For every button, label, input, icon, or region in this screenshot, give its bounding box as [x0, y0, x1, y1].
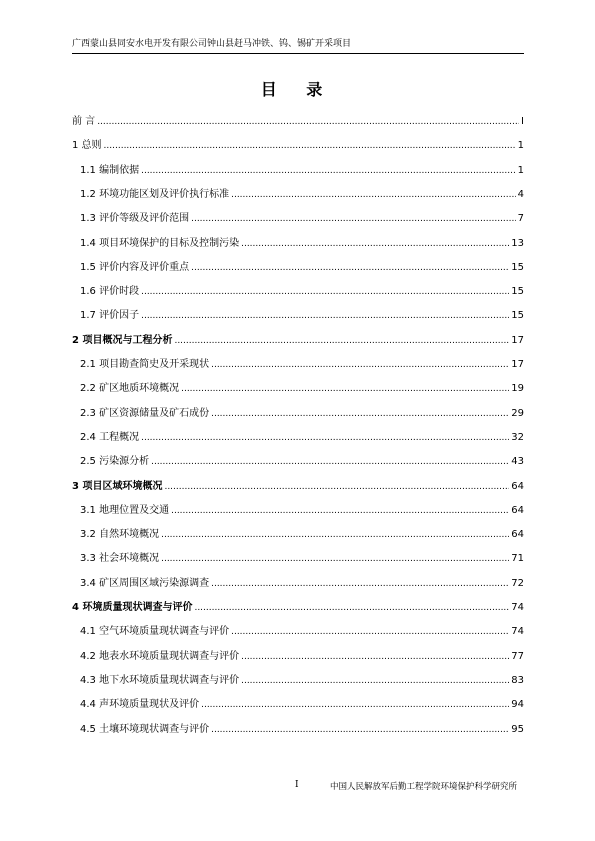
toc-entry[interactable] [80, 407, 524, 421]
toc-entry-page: 71 [511, 553, 524, 565]
toc-entry[interactable] [80, 698, 524, 712]
toc-dot-leader [211, 723, 509, 737]
toc-entry-title: 2.5 污染源分析 [80, 456, 150, 468]
toc-entry-page: I [521, 116, 524, 127]
footer-organization: 中国人民解放军后勤工程学院环境保护科学研究所 [330, 782, 518, 792]
toc-entry[interactable] [80, 577, 524, 591]
toc-entry-page: 95 [511, 723, 524, 735]
toc-entry[interactable] [80, 285, 524, 299]
toc-entry[interactable] [80, 723, 524, 737]
toc-entry-title: 4.4 声环境质量现状及评价 [80, 699, 200, 711]
toc-entry[interactable] [80, 674, 524, 688]
toc-entry[interactable] [72, 334, 524, 348]
toc-entry[interactable] [80, 431, 524, 445]
toc-entry[interactable] [80, 650, 524, 664]
toc-entry-page: 17 [511, 334, 524, 346]
toc-entry-title: 4.1 空气环境质量现状调查与评价 [80, 626, 230, 638]
toc-entry-page: 7 [517, 213, 524, 225]
toc-dot-leader [211, 577, 509, 591]
toc-entry-page: 83 [511, 674, 524, 686]
running-header: 广西蒙山县同安水电开发有限公司钟山县赶马冲铁、钨、锡矿开采项目 [72, 39, 352, 49]
toc-dot-leader [194, 601, 509, 615]
toc-entry-title: 2.4 工程概况 [80, 431, 140, 443]
toc-entry-page: 13 [511, 237, 524, 249]
toc-entry[interactable] [80, 358, 524, 372]
toc-dot-leader [211, 407, 509, 421]
toc-entry-page: 1 [517, 164, 524, 176]
toc-entry-page: 74 [511, 602, 524, 613]
toc-entry-title: 1 总则 [72, 140, 102, 152]
toc-entry-page: 74 [511, 626, 524, 638]
toc-entry-page: 32 [511, 431, 524, 443]
toc-entry[interactable] [72, 480, 524, 494]
toc-entry-title: 2.2 矿区地质环境概况 [80, 383, 180, 395]
toc-entry-title: 4 环境质量现状调查与评价 [72, 602, 193, 613]
toc-entry[interactable] [80, 552, 524, 566]
toc-entry-page: 15 [511, 286, 524, 298]
toc-entry-title: 4.2 地表水环境质量现状调查与评价 [80, 650, 240, 662]
toc-entry-title: 1.6 评价时段 [80, 286, 140, 298]
toc-dot-leader [151, 455, 509, 469]
toc-entry-page: 64 [511, 480, 524, 492]
toc-entry-page: 1 [517, 140, 524, 152]
toc-dot-leader [141, 309, 509, 323]
toc-dot-leader [241, 650, 509, 664]
toc-entry[interactable] [80, 625, 524, 639]
toc-entry-page: 19 [511, 383, 524, 395]
toc-entry[interactable] [80, 164, 524, 178]
toc-entry[interactable] [80, 455, 524, 469]
page-title: 目 录 [260, 80, 335, 99]
toc-entry-title: 1.3 评价等级及评价范围 [80, 213, 190, 225]
toc-dot-leader [191, 212, 516, 226]
toc-dot-leader [141, 431, 509, 445]
toc-entry-page: 15 [511, 310, 524, 322]
toc-dot-leader [211, 358, 509, 372]
toc-dot-leader [164, 480, 509, 494]
toc-entry[interactable] [80, 528, 524, 542]
toc-dot-leader [174, 334, 509, 348]
toc-entry-title: 2 项目概况与工程分析 [72, 334, 173, 346]
toc-entry-title: 3.4 矿区周围区域污染源调查 [80, 577, 210, 589]
toc-dot-leader [241, 237, 509, 251]
toc-entry-title: 前 言 [72, 116, 96, 127]
toc-entry-title: 3.2 自然环境概况 [80, 529, 160, 541]
toc-entry-title: 1.1 编制依据 [80, 164, 140, 176]
toc-dot-leader [181, 382, 509, 396]
toc-entry[interactable] [80, 382, 524, 396]
toc-entry-page: 64 [511, 529, 524, 541]
toc-dot-leader [161, 528, 509, 542]
toc-dot-leader [97, 115, 519, 129]
footer-page-number: I [295, 780, 299, 790]
toc-entry-title: 2.1 项目勘查简史及开采现状 [80, 359, 210, 370]
toc-entry-page: 15 [511, 261, 524, 273]
toc-entry[interactable] [80, 188, 524, 202]
toc-dot-leader [141, 285, 509, 299]
toc-entry-title: 3.1 地理位置及交通 [80, 504, 170, 516]
toc-entry-title: 1.2 环境功能区划及评价执行标准 [80, 188, 230, 200]
toc-dot-leader [191, 261, 509, 275]
toc-entry-title: 2.3 矿区资源储量及矿石成份 [80, 407, 210, 419]
toc-entry-page: 72 [511, 577, 524, 589]
toc-entry-title: 1.5 评价内容及评价重点 [80, 261, 190, 273]
toc-entry-page: 29 [511, 407, 524, 419]
toc-entry-title: 4.5 土壤环境现状调查与评价 [80, 723, 210, 735]
toc-entry-page: 77 [511, 650, 524, 662]
toc-entry-page: 4 [517, 188, 524, 200]
toc-entry[interactable] [80, 261, 524, 275]
toc-entry-page: 94 [511, 699, 524, 711]
header-rule [72, 53, 524, 54]
toc-dot-leader [241, 674, 509, 688]
toc-dot-leader [141, 164, 516, 178]
toc-entry[interactable] [80, 309, 524, 323]
toc-dot-leader [231, 188, 516, 202]
toc-dot-leader [104, 139, 516, 153]
toc-entry-title: 3 项目区域环境概况 [72, 480, 163, 492]
toc-entry-page: 43 [511, 456, 524, 468]
toc-entry-title: 1.7 评价因子 [80, 310, 140, 322]
toc-dot-leader [201, 698, 509, 712]
toc-dot-leader [161, 552, 509, 566]
toc-dot-leader [171, 504, 509, 518]
toc-entry[interactable] [80, 504, 524, 518]
toc-entry-title: 4.3 地下水环境质量现状调查与评价 [80, 674, 240, 686]
toc-entry[interactable] [72, 601, 524, 615]
toc-entry-page: 64 [511, 504, 524, 516]
toc-entry-title: 1.4 项目环境保护的目标及控制污染 [80, 237, 240, 249]
toc-entry[interactable] [80, 212, 524, 226]
toc-entry-page: 17 [511, 359, 524, 370]
toc-entry[interactable] [72, 115, 524, 129]
toc-entry[interactable] [80, 237, 524, 251]
toc-entry-title: 3.3 社会环境概况 [80, 553, 160, 565]
toc-dot-leader [231, 625, 509, 639]
toc-entry[interactable] [72, 139, 524, 153]
